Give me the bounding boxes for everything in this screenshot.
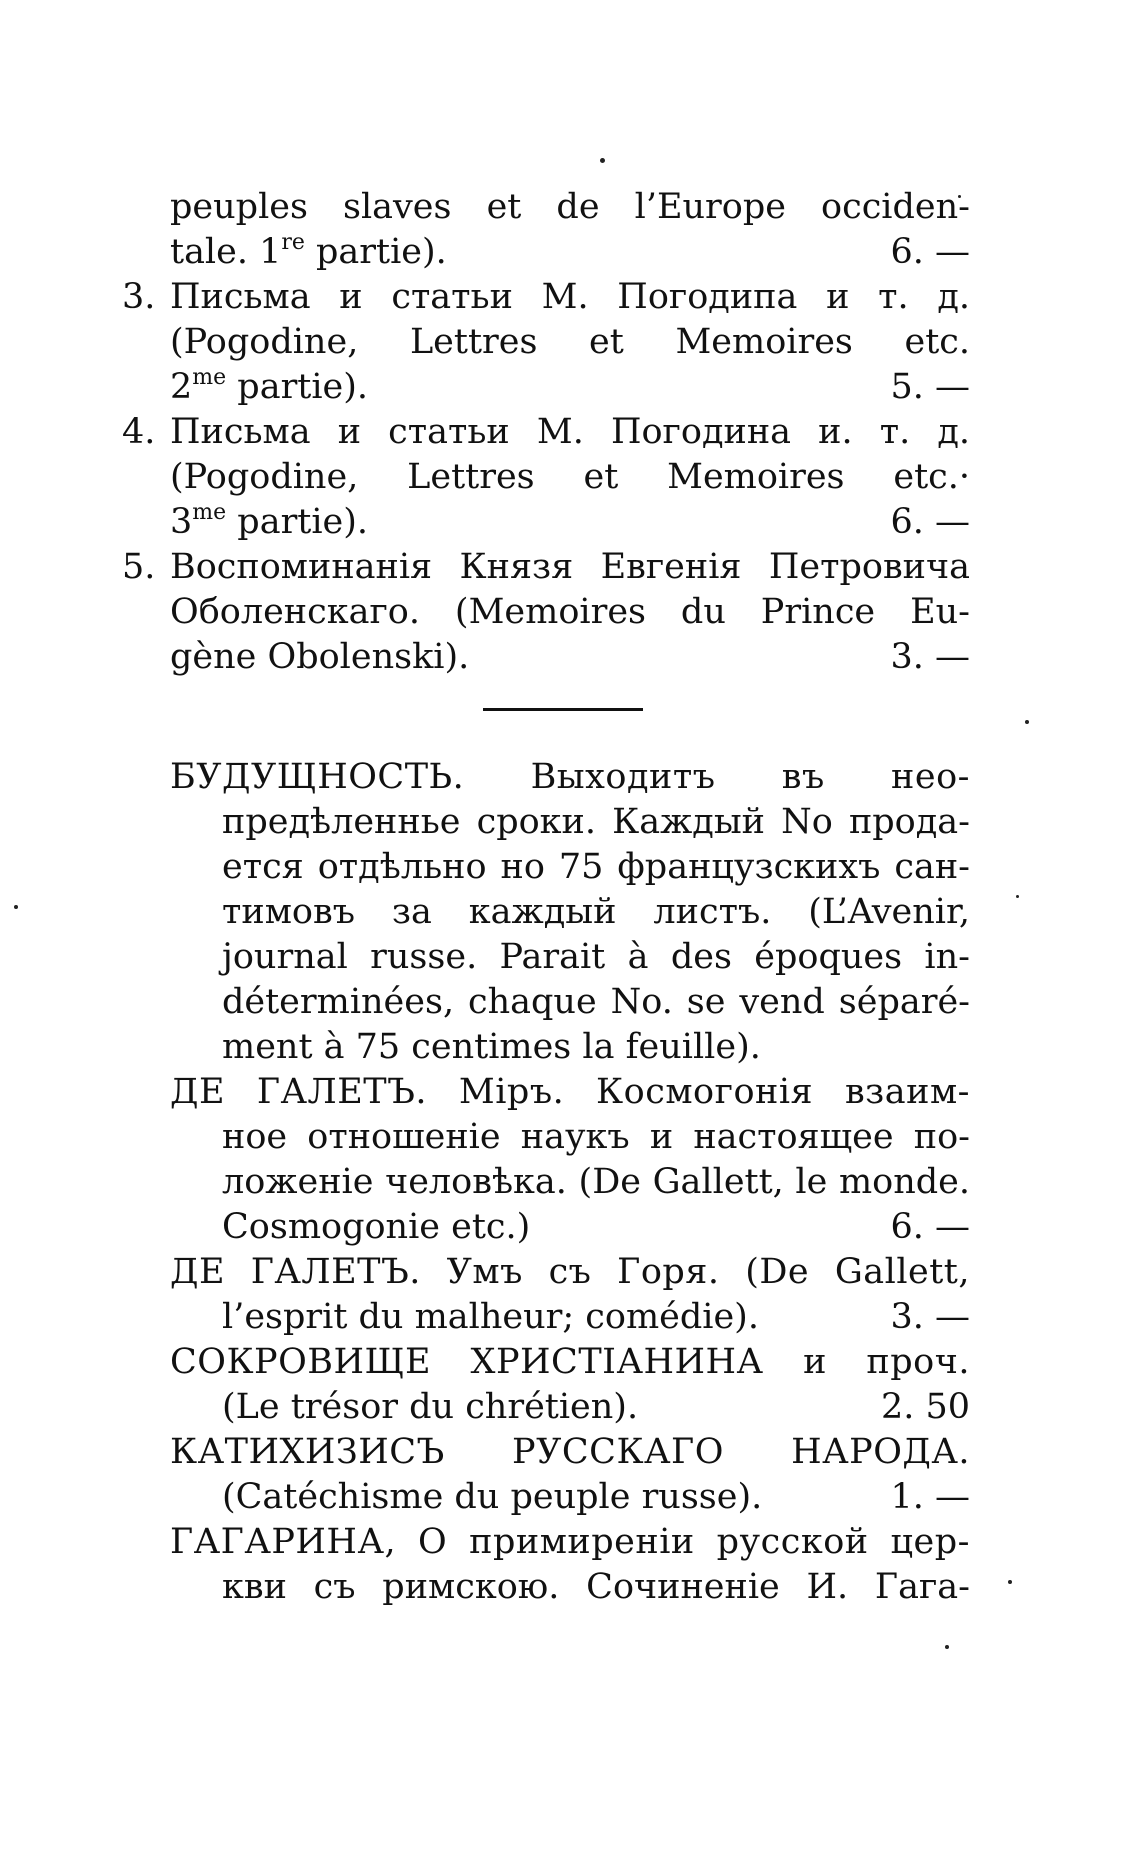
- line-text: Письма и статьи М. Погодипа и т. д.: [170, 277, 970, 317]
- line-text: gène Obolenski).: [170, 637, 470, 677]
- list-line: [122, 275, 970, 320]
- line-text: предѣленнье сроки. Каждый No прода-: [222, 802, 970, 842]
- entry-line: [170, 755, 970, 800]
- line-text: (Pogodine, Lettres et Memoires etc.·: [170, 457, 970, 497]
- line-text: (Le trésor du chrétien).: [222, 1387, 639, 1427]
- line-text: $3^{me}$ partie).: [170, 500, 369, 542]
- entry-line: [170, 1250, 970, 1295]
- print-speck: [1016, 895, 1019, 898]
- price: 5. —: [890, 367, 970, 407]
- price: 6. —: [890, 502, 970, 542]
- line-text: peuples slaves et de l’Europe occiden-: [170, 187, 970, 227]
- print-speck: [945, 1645, 949, 1649]
- catalogue-entries: [170, 755, 970, 1610]
- superscript: re: [281, 230, 305, 255]
- entry-line: [170, 1295, 970, 1340]
- entry-line: [170, 980, 970, 1025]
- line-text: tale. 1re partie).: [170, 230, 447, 272]
- line-text: Оболенскаго. (Memoires du Prince Eu-: [170, 592, 970, 632]
- list-line: [170, 230, 970, 275]
- price: 6. —: [890, 232, 970, 272]
- line-text: Воспоминанія Князя Евгенія Петровича: [170, 547, 970, 587]
- list-line: [170, 455, 970, 500]
- superscript: me: [192, 365, 227, 390]
- print-speck: [14, 905, 18, 909]
- price: 1. —: [890, 1477, 970, 1517]
- list-line: [122, 410, 970, 455]
- item-number: 5.: [122, 547, 156, 587]
- line-text: Cosmogonie etc.): [222, 1207, 531, 1247]
- price: 6. —: [890, 1207, 970, 1247]
- list-line: [170, 635, 970, 680]
- item-number: 4.: [122, 412, 156, 452]
- list-line: [122, 545, 970, 590]
- line-text: Письма и статьи М. Погодина и. т. д.: [170, 412, 970, 452]
- line-text: ГАГАРИНА, О примиреніи русской цер-: [170, 1522, 970, 1562]
- entry-line: [170, 1430, 970, 1475]
- line-text: déterminées, chaque No. se vend séparé-: [222, 982, 970, 1022]
- list-line: [170, 365, 970, 410]
- section-divider: [483, 708, 643, 711]
- line-text: journal russe. Parait à des époques in-: [222, 937, 970, 977]
- line-text: БУДУЩНОСТЬ. Выходитъ въ нео-: [170, 757, 970, 797]
- line-text: l’esprit du malheur; comédie).: [222, 1297, 759, 1337]
- print-speck: [600, 158, 605, 163]
- entry-line: [170, 1205, 970, 1250]
- entry-line: [170, 1115, 970, 1160]
- entry-line: [170, 1565, 970, 1610]
- line-text: (Pogodine, Lettres et Memoires etc.: [170, 322, 970, 362]
- entry-line: [170, 1520, 970, 1565]
- list-line: [170, 185, 970, 230]
- entry-line: [170, 1160, 970, 1205]
- print-speck: [1008, 1580, 1012, 1584]
- entry-line: [170, 1385, 970, 1430]
- item-number: 3.: [122, 277, 156, 317]
- entry-line: [170, 1025, 970, 1070]
- price: 3. —: [890, 637, 970, 677]
- line-text: ment à 75 centimes la feuille).: [222, 1027, 761, 1067]
- list-line: [170, 500, 970, 545]
- line-text: тимовъ за каждый листъ. (L’Avenir,: [222, 892, 970, 932]
- entry-line: [170, 845, 970, 890]
- price: 2. 50: [880, 1387, 970, 1427]
- list-line: [170, 590, 970, 635]
- entry-line: [170, 935, 970, 980]
- entry-line: [170, 1340, 970, 1385]
- line-text: (Catéchisme du peuple russe).: [222, 1477, 763, 1517]
- print-speck: [1025, 720, 1029, 724]
- entry-line: [170, 1475, 970, 1520]
- continued-numbered-list: [122, 185, 970, 680]
- entry-line: [170, 800, 970, 845]
- line-text: КАТИХИЗИСЪ РУССКАГО НАРОДА.: [170, 1432, 970, 1472]
- line-text: ДЕ ГАЛЕТЪ. Умъ съ Горя. (De Gallett,: [170, 1252, 970, 1292]
- line-text: $2^{me}$ partie).: [170, 365, 369, 407]
- entry-line: [170, 890, 970, 935]
- superscript: me: [192, 500, 227, 525]
- line-text: ное отношеніе наукъ и настоящее по-: [222, 1117, 970, 1157]
- list-line: [170, 320, 970, 365]
- line-text: ется отдѣльно но 75 французскихъ сан-: [222, 847, 970, 887]
- line-text: ДЕ ГАЛЕТЪ. Міръ. Космогонія взаим-: [170, 1072, 970, 1112]
- line-text: СОКРОВИЩЕ ХРИСТІАНИНА и проч.: [170, 1342, 970, 1382]
- price: 3. —: [890, 1297, 970, 1337]
- line-text: ложеніе человѣка. (De Gallett, le monde.: [222, 1162, 970, 1202]
- line-text: кви съ римскою. Сочиненіе И. Гага-: [222, 1567, 970, 1607]
- entry-line: [170, 1070, 970, 1115]
